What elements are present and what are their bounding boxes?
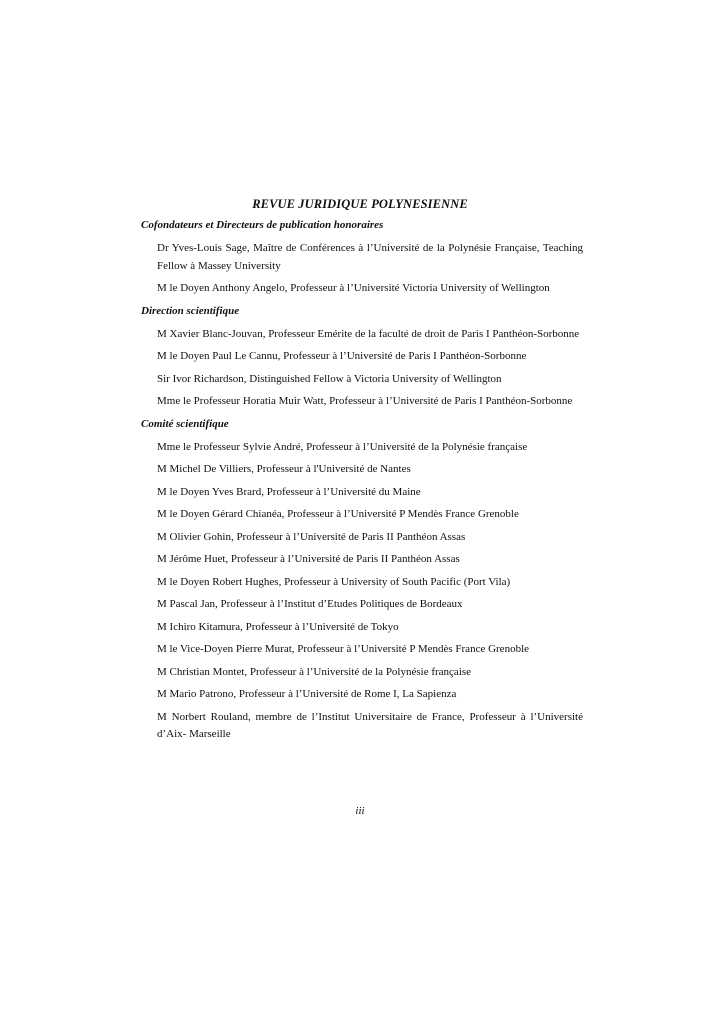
section-direction-scientifique xyxy=(141,304,583,411)
page-number: iii xyxy=(355,805,365,817)
list-item: M Jérôme Huet, Professeur à l’Université de Paris II Panthéon Assas xyxy=(157,553,460,565)
list-item: M le Doyen Anthony Angelo, Professeur à l’Université Victoria University of Wellington xyxy=(157,282,550,294)
section-heading: Cofondateurs et Directeurs de publication honoraires xyxy=(141,219,384,231)
section-comite-scientifique xyxy=(141,417,583,744)
list-item: M Christian Montet, Professeur à l’Université de la Polynésie française xyxy=(157,665,472,678)
list-item: M Olivier Gohin, Professeur à l’Université de Paris II Panthéon Assas xyxy=(157,530,466,543)
list-item: Mme le Professeur Sylvie André, Professeur à l’Université de la Polynésie française xyxy=(157,440,528,453)
list-item: Sir Ivor Richardson, Distinguished Fellow à Victoria University of Wellington xyxy=(157,372,502,385)
section-heading: Comité scientifique xyxy=(141,417,229,430)
list-item: M Ichiro Kitamura, Professeur à l’Université de Tokyo xyxy=(157,620,399,633)
list-item: Dr Yves-Louis Sage, Maître de Conférences à l’Université de la Polynésie Française, Teaching Fellow à Massey University xyxy=(157,242,583,272)
list-item: Mme le Professeur Horatia Muir Watt, Professeur à l’Université de Paris I Panthéon-Sorbonne xyxy=(157,395,573,407)
list-item: M Norbert Rouland, membre de l’Institut Universitaire de France, Professeur à l’Université d’Aix- Marseille xyxy=(157,710,583,740)
list-item: M le Vice-Doyen Pierre Murat, Professeur à l’Université P Mendès France Grenoble xyxy=(157,643,530,655)
list-item: M le Doyen Robert Hughes, Professeur à University of South Pacific (Port Vila) xyxy=(157,575,511,588)
section-cofondateurs xyxy=(141,218,583,298)
list-item: M le Doyen Gérard Chianéa, Professeur à l’Université P Mendès France Grenoble xyxy=(157,508,519,520)
list-item: M le Doyen Paul Le Cannu, Professeur à l’Université de Paris I Panthéon-Sorbonne xyxy=(157,350,527,362)
section-heading: Direction scientifique xyxy=(141,304,240,317)
list-item: M Pascal Jan, Professeur à l’Institut d’Etudes Politiques de Bordeaux xyxy=(157,598,463,610)
list-item: M Xavier Blanc-Jouvan, Professeur Emérite de la faculté de droit de Paris I Panthéon-Sorbonne xyxy=(157,327,580,340)
page-content xyxy=(141,218,583,749)
list-item: M Mario Patrono, Professeur à l’Université de Rome I, La Sapienza xyxy=(157,688,457,700)
page-title: REVUE JURIDIQUE POLYNESIENNE xyxy=(252,197,468,211)
list-item: M Michel De Villiers, Professeur à l'Université de Nantes xyxy=(157,463,411,475)
list-item: M le Doyen Yves Brard, Professeur à l’Université du Maine xyxy=(157,485,421,498)
